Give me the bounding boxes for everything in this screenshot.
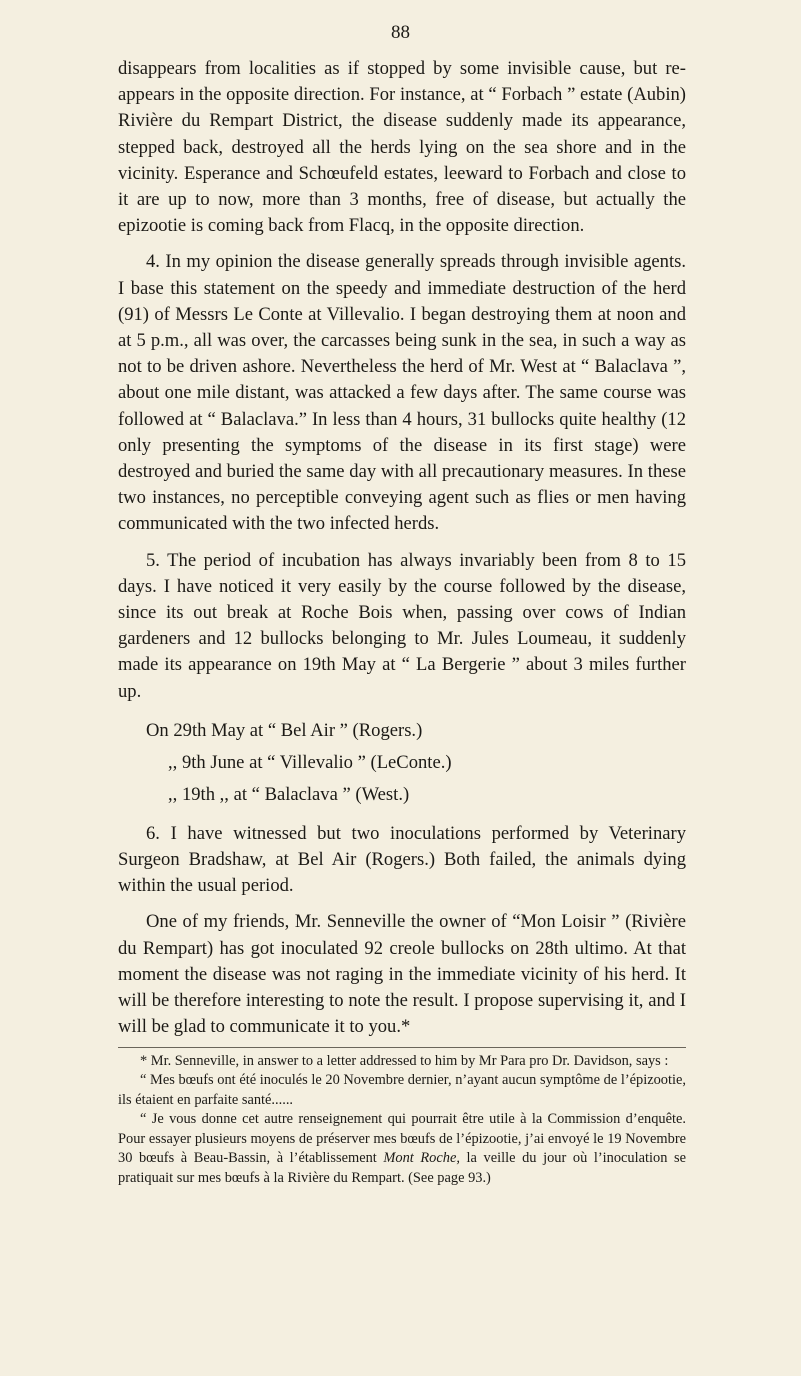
footnotes xyxy=(118,1052,686,1189)
date-line-bel-air: On 29th May at “ Bel Air ” (Rogers.) xyxy=(146,719,423,741)
date-line-balaclava: ,, 19th ,, at “ Balaclava ” (West.) xyxy=(168,783,410,805)
paragraph-5: 5. The period of incubation has always invariably been from 8 to 15 days. I have noticed it very easily by the course followed by the disease, since its out break at Roche Bois when, passing over cows of Indian gardeners and 12 bullocks belonging to Mr. Jules Loumeau, it suddenly made its appearance on 19th May at “ La Bergerie ” about 3 miles further up. xyxy=(118,549,686,702)
paragraph-4: 4. In my opinion the disease generally spreads through invisible agents. I base this statement on the speedy and immediate destruction of the herd (91) of Messrs Le Conte at Villevalio. I began destroying them at noon and at 5 p.m., all was over, the carcasses being sunk in the sea, in such a way as not to be driven ashore. Nevertheless the herd of Mr. West at “ Balaclava ”, about one mile distant, was attacked a few days after. The same course was followed at “ Balaclava.” In less than 4 hours, 31 bullocks quite healthy (12 only presenting the symptoms of the disease in its first stage) were destroyed and buried the same day with all precautionary measures. In these two instances, no perceptible conveying agent such as flies or men having communicated with the two infected herds. xyxy=(118,251,686,535)
footnote-quote-2-text: “ Je vous donne cet autre renseignement qui pourrait être utile à la Commission d’enquête. Pour essayer plusieurs moyens de préserver mes bœufs de l’épizootie, j’ai envoyé le 19 Novembre 30 bœufs à Beau-Bassin, à l’établissement xyxy=(118,1111,686,1167)
footnote-divider xyxy=(118,1047,686,1048)
page-number: 88 xyxy=(391,22,410,43)
outbreak-dates-list xyxy=(118,715,686,811)
paragraph-senneville: One of my friends, Mr. Senneville the owner of “Mon Loisir ” (Rivière du Rempart) has got inoculated 92 creole bullocks on 28th ultimo. At that moment the disease was not raging in the immediate vicinity of his herd. It will be therefore interesting to note the result. I propose supervising it, and I will be glad to communicate it to you.* xyxy=(118,911,686,1038)
date-line-villevalio: ,, 9th June at “ Villevalio ” (LeConte.) xyxy=(168,751,452,773)
footnote-quote-2-tail: la veille du jour où l’inoculation se pratiquait sur mes bœufs à la Rivière du Rempart. (See page 93.) xyxy=(118,1150,686,1187)
footnote-intro: * Mr. Senneville, in answer to a letter addressed to him by Mr Para pro Dr. Davidson, says : xyxy=(140,1052,669,1069)
body-text xyxy=(118,56,686,1189)
footnote-quote-1: “ Mes bœufs ont été inoculés le 20 Novembre dernier, n’ayant aucun symptôme de l’épizootie, ils étaient en parfaite santé...... xyxy=(118,1072,686,1108)
paragraph-6: 6. I have witnessed but two inoculations performed by Veterinary Surgeon Bradshaw, at Bel Air (Rogers.) Both failed, the animals dying within the usual period. xyxy=(118,822,686,897)
footnote-place-name: Mont Roche, xyxy=(383,1150,460,1167)
footnote-quote-2 xyxy=(118,1110,686,1188)
paragraph-continued: disappears from localities as if stopped by some invisible cause, but re-appears in the opposite direction. For instance, at “ Forbach ” estate (Aubin) Rivière du Rempart District, the disease suddenly made its appearance, stepped back, destroyed all the herds lying on the sea shore and in the vicinity. Esperance and Schœufeld estates, leeward to Forbach and close to it are up to now, more than 3 months, free of disease, but actually the epizootie is coming back from Flacq, in the opposite direction. xyxy=(118,58,686,237)
